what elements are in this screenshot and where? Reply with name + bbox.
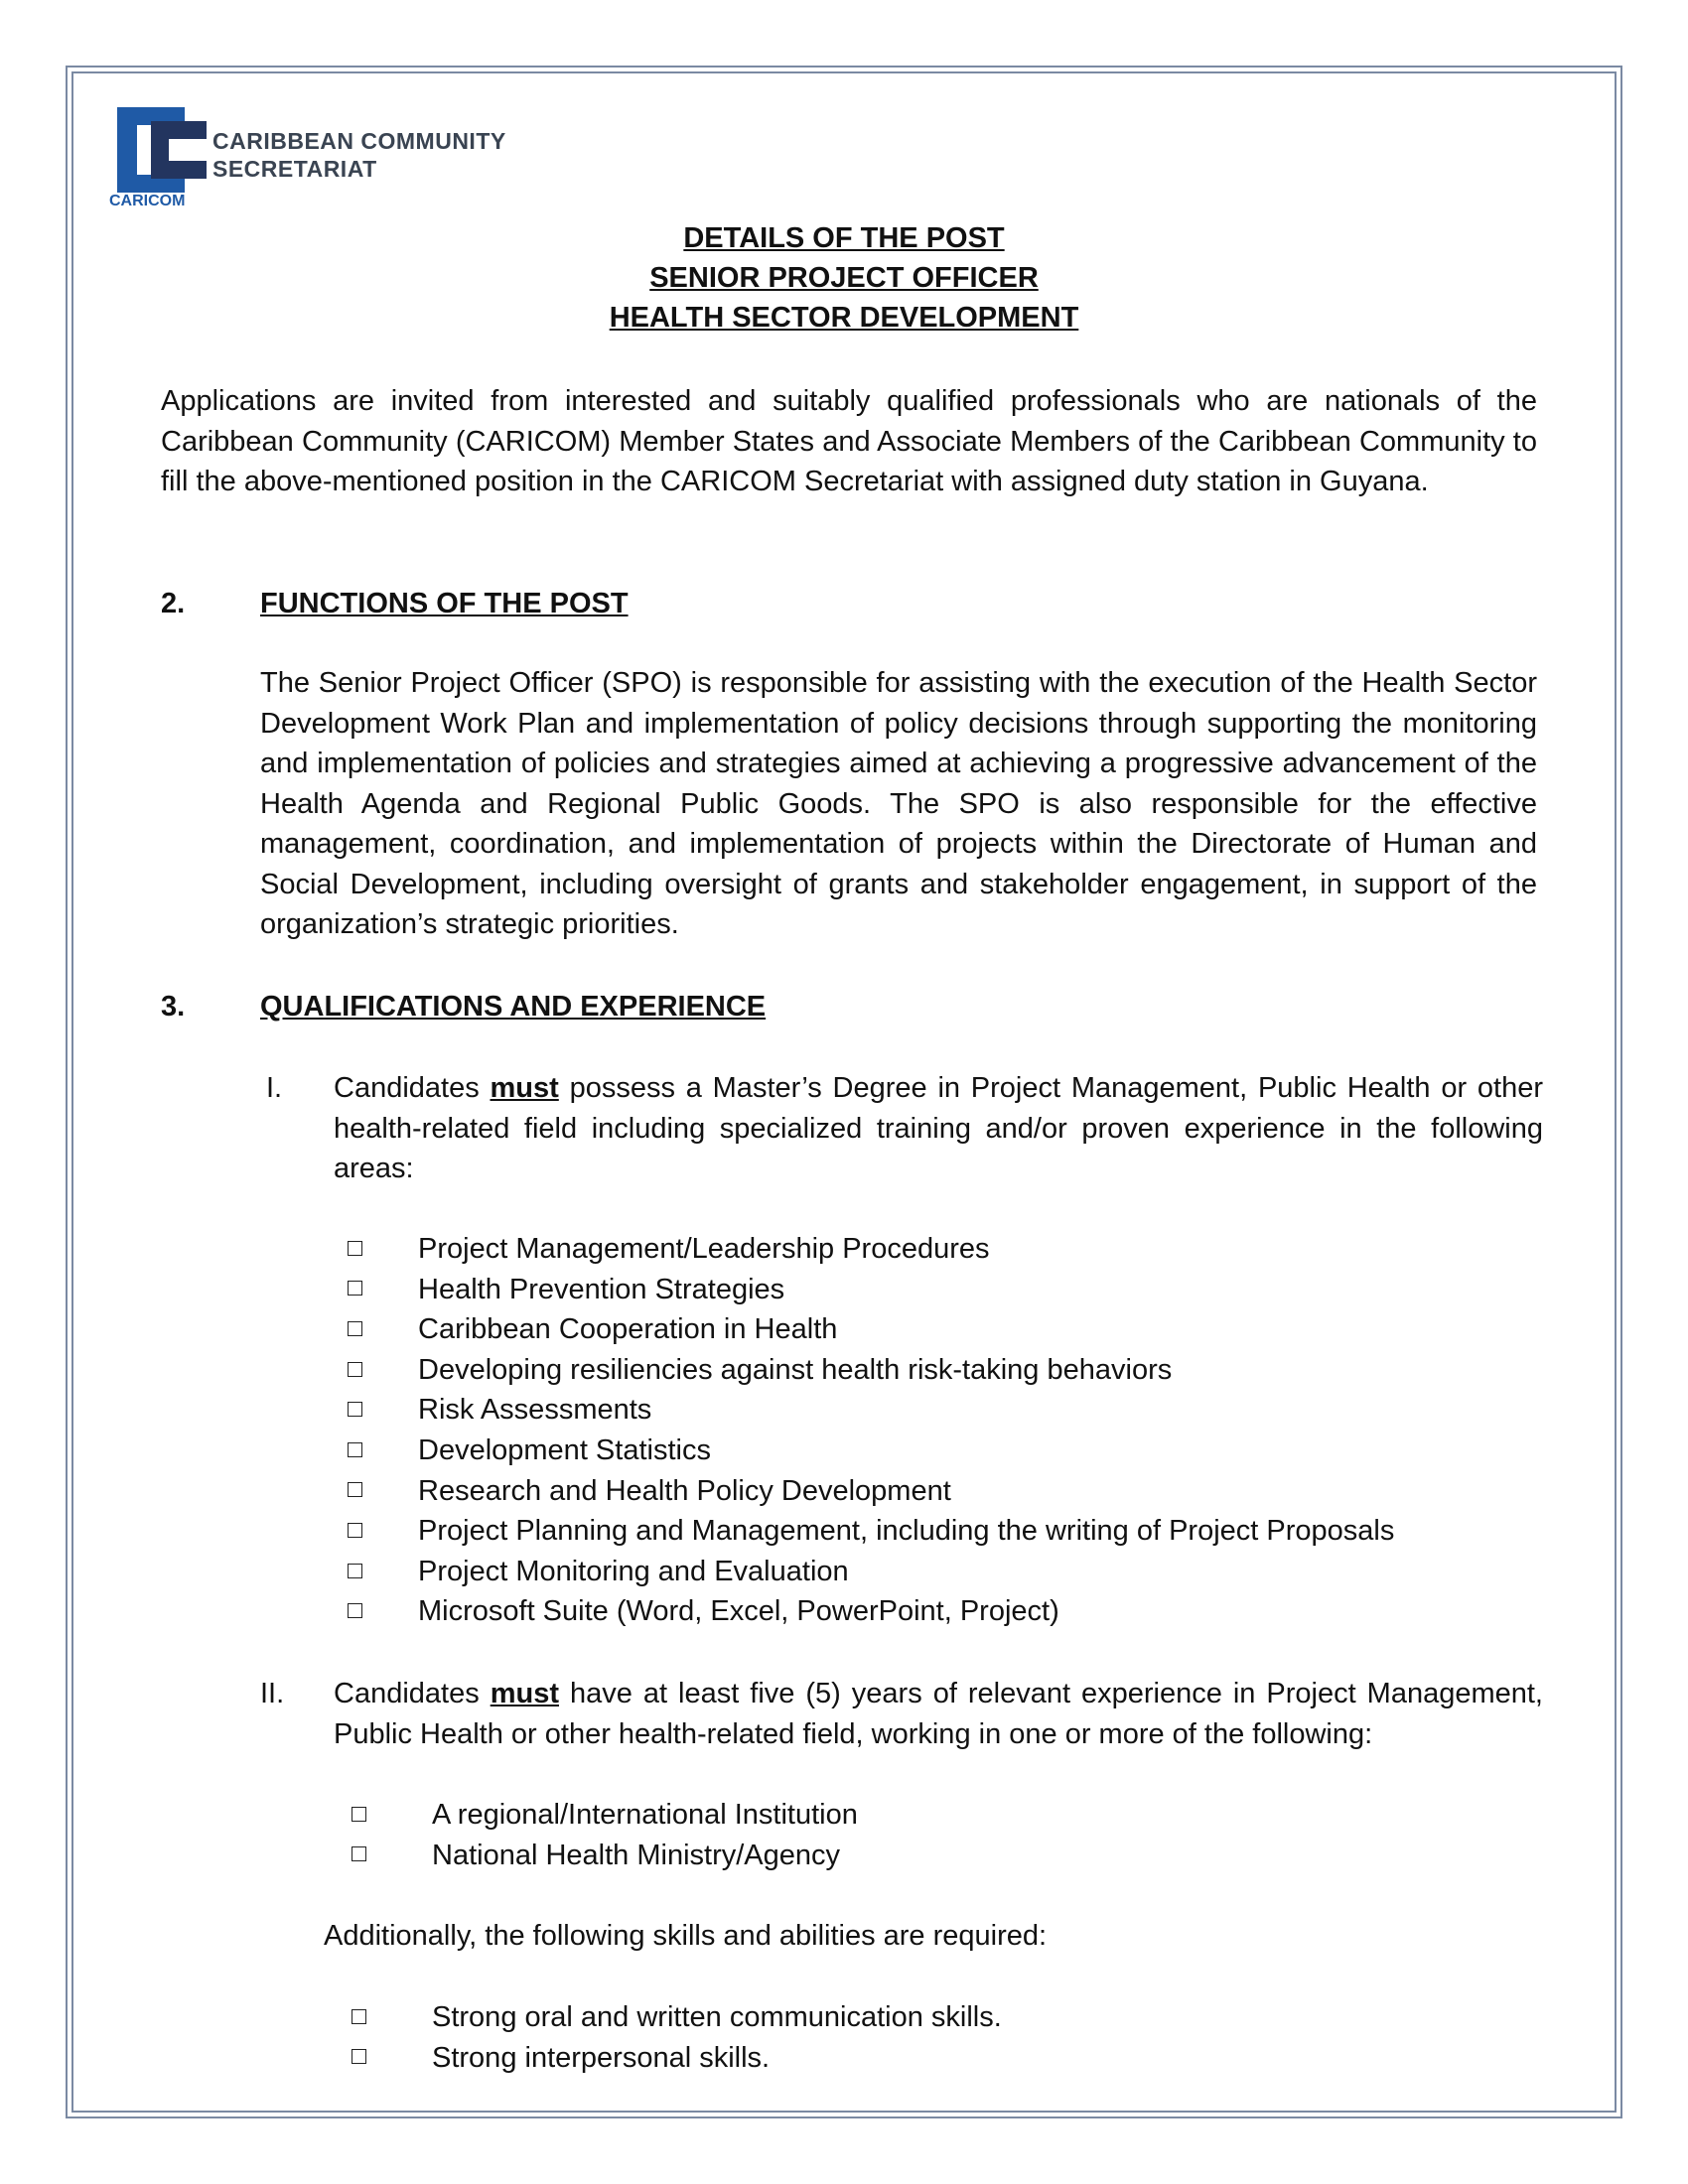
- additional-skills-intro: Additionally, the following skills and abilities are required:: [324, 1920, 1048, 1952]
- item-2-bullet-list: [352, 1795, 858, 1875]
- qualification-item-2: [260, 1674, 1543, 1763]
- list-item-text: Strong interpersonal skills.: [432, 2041, 771, 2074]
- logo-org-name: [212, 127, 506, 183]
- checkbox-square-icon: [352, 2049, 366, 2064]
- list-item-text: Project Monitoring and Evaluation: [418, 1555, 849, 1587]
- item-2-numeral: II.: [260, 1678, 285, 1709]
- title-line-1: DETAILS OF THE POST: [683, 222, 1005, 254]
- section-2-number: 2.: [161, 588, 186, 619]
- section-3-number: 3.: [161, 991, 186, 1023]
- item-2-text: [334, 1674, 1543, 1754]
- list-item-text: Project Planning and Management, including the writing of Project Proposals: [418, 1515, 1395, 1548]
- item-1-text: [334, 1068, 1543, 1189]
- list-item: [352, 2038, 1002, 2079]
- item-1-pre: Candidates: [334, 1072, 491, 1104]
- item-2-pre: Candidates: [334, 1678, 491, 1709]
- section-2-body: The Senior Project Officer (SPO) is responsible for assisting with the execution of the Health Sector Development Work Plan and implementation of policy decisions through supporting the monitoring and implementation of policies and strategies aimed at achieving a progressive advancement of the Health Agenda and Regional Public Goods. The SPO is also responsible for the effective management, coordination, and implementation of projects within the Directorate of Human and Social Development, including oversight of grants and stakeholder engagement, in support of the organization’s strategic priorities.: [260, 667, 1537, 940]
- list-item-text: Developing resiliencies against health risk-taking behaviors: [418, 1353, 1173, 1386]
- item-1-bullet-list: [348, 1229, 1394, 1632]
- list-item: [348, 1552, 1394, 1592]
- checkbox-square-icon: [348, 1402, 362, 1417]
- list-item: [348, 1270, 1394, 1310]
- list-item-text: Risk Assessments: [418, 1394, 652, 1427]
- item-2-must: must: [490, 1678, 559, 1709]
- checkbox-square-icon: [352, 1807, 366, 1822]
- list-item: [348, 1229, 1394, 1270]
- section-2-title: FUNCTIONS OF THE POST: [260, 588, 629, 619]
- checkbox-square-icon: [348, 1564, 362, 1578]
- list-item: [348, 1431, 1394, 1471]
- checkbox-square-icon: [348, 1362, 362, 1377]
- list-item: [348, 1471, 1394, 1512]
- list-item-text: Research and Health Policy Development: [418, 1474, 951, 1507]
- title-line-2: SENIOR PROJECT OFFICER: [649, 262, 1039, 294]
- title-line-3: HEALTH SECTOR DEVELOPMENT: [609, 302, 1079, 334]
- logo-abbrev: CARICOM: [109, 193, 186, 209]
- checkbox-square-icon: [348, 1523, 362, 1538]
- list-item: [348, 1350, 1394, 1391]
- logo-line-1: CARIBBEAN COMMUNITY: [212, 128, 506, 154]
- logo-line-2: SECRETARIAT: [212, 156, 377, 182]
- list-item-text: Strong oral and written communication skills.: [432, 2001, 1002, 2033]
- item-1-post: possess a Master’s Degree in Project Management, Public Health or other health-related field including specialized training and/or proven experience in the following areas:: [334, 1072, 1543, 1184]
- item-1-numeral: I.: [266, 1072, 283, 1104]
- list-item: [352, 1836, 858, 1876]
- list-item-text: Health Prevention Strategies: [418, 1273, 785, 1305]
- section-3-heading: [161, 987, 766, 1026]
- checkbox-square-icon: [348, 1321, 362, 1336]
- item-2-post: have at least five (5) years of relevant experience in Project Management, Public Health or other health-related field, working in one or more of the following:: [334, 1678, 1543, 1750]
- section-3-title: QUALIFICATIONS AND EXPERIENCE: [260, 991, 767, 1023]
- list-item: [348, 1390, 1394, 1431]
- item-1-must: must: [490, 1072, 559, 1104]
- intro-paragraph: Applications are invited from interested and suitably qualified professionals who are nationals of the Caribbean Community (CARICOM) Member States and Associate Members of the Caribbean Community to fill the above-mentioned position in the CARICOM Secretariat with assigned duty station in Guyana.: [161, 385, 1537, 497]
- checkbox-square-icon: [348, 1482, 362, 1497]
- list-item-text: National Health Ministry/Agency: [432, 1839, 841, 1871]
- checkbox-square-icon: [348, 1442, 362, 1457]
- list-item-text: A regional/International Institution: [432, 1799, 858, 1831]
- list-item: [348, 1511, 1394, 1552]
- checkbox-square-icon: [348, 1281, 362, 1296]
- list-item: [352, 1795, 858, 1836]
- qualification-item-1: [266, 1068, 1543, 1197]
- checkbox-square-icon: [348, 1603, 362, 1618]
- checkbox-square-icon: [352, 2009, 366, 2024]
- list-item-text: Microsoft Suite (Word, Excel, PowerPoint, Project): [418, 1595, 1059, 1628]
- list-item: [352, 1997, 1002, 2038]
- additional-skills-list: [352, 1997, 1002, 2078]
- section-2-heading: [161, 584, 629, 623]
- checkbox-square-icon: [352, 1846, 366, 1861]
- list-item-text: Development Statistics: [418, 1433, 711, 1466]
- checkbox-square-icon: [348, 1241, 362, 1256]
- list-item-text: Caribbean Cooperation in Health: [418, 1313, 838, 1346]
- list-item: [348, 1309, 1394, 1350]
- list-item: [348, 1591, 1394, 1632]
- document-title: [0, 218, 1688, 338]
- list-item-text: Project Management/Leadership Procedures: [418, 1233, 990, 1265]
